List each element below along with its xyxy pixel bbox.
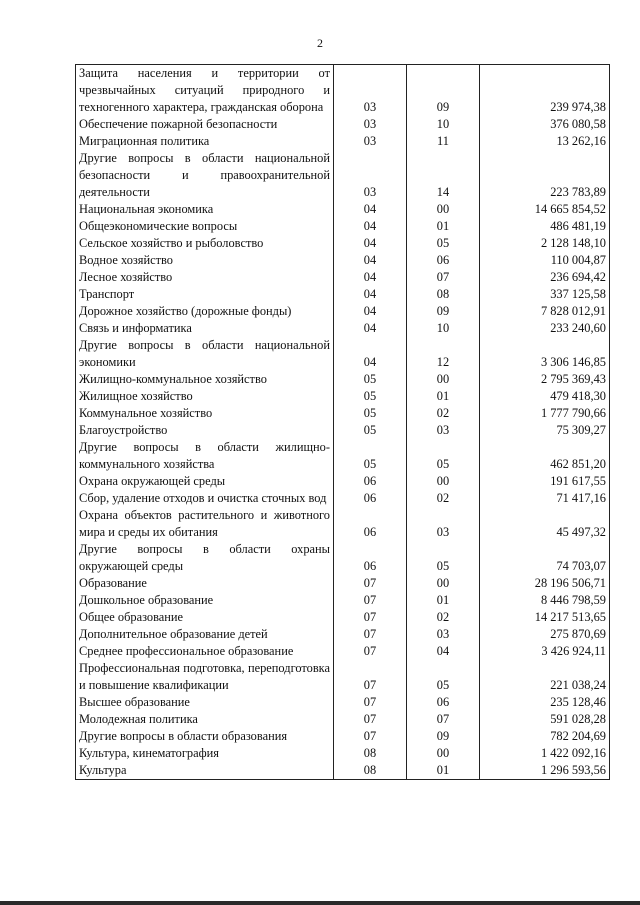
row-name-cell: Охрана окружающей среды: [76, 473, 334, 490]
row-amount-cell: 3 426 924,11: [480, 643, 610, 660]
row-amount-cell: 236 694,42: [480, 269, 610, 286]
row-amount-cell: 486 481,19: [480, 218, 610, 235]
row-section-cell: 04: [334, 303, 407, 320]
row-amount-cell: 7 828 012,91: [480, 303, 610, 320]
row-subsection-cell: 05: [407, 235, 480, 252]
row-amount-cell: 337 125,58: [480, 286, 610, 303]
row-amount-cell: 110 004,87: [480, 252, 610, 269]
table-row: [76, 371, 610, 388]
table-row: [76, 490, 610, 507]
row-subsection-cell: 01: [407, 388, 480, 405]
row-name-cell: Молодежная политика: [76, 711, 334, 728]
row-amount-cell: 479 418,30: [480, 388, 610, 405]
row-subsection-cell: 00: [407, 371, 480, 388]
table-row: [76, 541, 610, 575]
row-name-cell: Культура, кинематография: [76, 745, 334, 762]
table-row: [76, 388, 610, 405]
row-subsection-cell: 02: [407, 609, 480, 626]
row-subsection-cell: 05: [407, 439, 480, 473]
row-name-cell: Образование: [76, 575, 334, 592]
row-section-cell: 08: [334, 745, 407, 762]
row-amount-cell: 13 262,16: [480, 133, 610, 150]
row-amount-cell: 28 196 506,71: [480, 575, 610, 592]
table-row: [76, 201, 610, 218]
row-section-cell: 07: [334, 711, 407, 728]
row-name-cell: Общеэкономические вопросы: [76, 218, 334, 235]
row-subsection-cell: 00: [407, 473, 480, 490]
row-name-cell: Связь и информатика: [76, 320, 334, 337]
row-section-cell: 07: [334, 643, 407, 660]
row-name-cell: Другие вопросы в области национальной безопасности и правоохранительной деятельности: [76, 150, 334, 201]
row-amount-cell: 191 617,55: [480, 473, 610, 490]
row-name-cell: Водное хозяйство: [76, 252, 334, 269]
row-section-cell: 04: [334, 286, 407, 303]
row-section-cell: 07: [334, 694, 407, 711]
table-row: [76, 269, 610, 286]
row-section-cell: 03: [334, 116, 407, 133]
row-section-cell: 05: [334, 422, 407, 439]
row-section-cell: 06: [334, 473, 407, 490]
table-row: [76, 439, 610, 473]
row-amount-cell: 1 422 092,16: [480, 745, 610, 762]
row-amount-cell: 275 870,69: [480, 626, 610, 643]
table-row: [76, 745, 610, 762]
table-row: [76, 303, 610, 320]
row-name-cell: Лесное хозяйство: [76, 269, 334, 286]
row-amount-cell: 233 240,60: [480, 320, 610, 337]
row-amount-cell: 221 038,24: [480, 660, 610, 694]
row-name-cell: Другие вопросы в области образования: [76, 728, 334, 745]
row-subsection-cell: 03: [407, 422, 480, 439]
row-amount-cell: 2 128 148,10: [480, 235, 610, 252]
row-name-cell: Коммунальное хозяйство: [76, 405, 334, 422]
table-row: [76, 728, 610, 745]
table-row: [76, 422, 610, 439]
row-name-cell: Дополнительное образование детей: [76, 626, 334, 643]
row-name-cell: Профессиональная подготовка, переподготовка и повышение квалификации: [76, 660, 334, 694]
row-amount-cell: 8 446 798,59: [480, 592, 610, 609]
row-name-cell: Сбор, удаление отходов и очистка сточных вод: [76, 490, 334, 507]
row-amount-cell: 591 028,28: [480, 711, 610, 728]
row-amount-cell: 75 309,27: [480, 422, 610, 439]
budget-table: [75, 64, 610, 780]
table-row: [76, 286, 610, 303]
row-subsection-cell: 14: [407, 150, 480, 201]
row-name-cell: Культура: [76, 762, 334, 780]
table-row: [76, 575, 610, 592]
row-amount-cell: 239 974,38: [480, 65, 610, 117]
table-row: [76, 235, 610, 252]
row-subsection-cell: 09: [407, 728, 480, 745]
table-row: [76, 660, 610, 694]
row-subsection-cell: 03: [407, 626, 480, 643]
row-name-cell: Охрана объектов растительного и животного мира и среды их обитания: [76, 507, 334, 541]
row-name-cell: Другие вопросы в области охраны окружающей среды: [76, 541, 334, 575]
row-subsection-cell: 02: [407, 405, 480, 422]
table-row: [76, 507, 610, 541]
row-section-cell: 07: [334, 626, 407, 643]
row-section-cell: 04: [334, 337, 407, 371]
table-row: [76, 252, 610, 269]
row-subsection-cell: 06: [407, 252, 480, 269]
row-section-cell: 06: [334, 507, 407, 541]
row-section-cell: 05: [334, 371, 407, 388]
row-section-cell: 04: [334, 235, 407, 252]
row-section-cell: 05: [334, 439, 407, 473]
table-row: [76, 694, 610, 711]
table-row: [76, 337, 610, 371]
row-subsection-cell: 12: [407, 337, 480, 371]
row-amount-cell: 3 306 146,85: [480, 337, 610, 371]
row-subsection-cell: 09: [407, 303, 480, 320]
table-row: [76, 762, 610, 780]
row-name-cell: Жилищное хозяйство: [76, 388, 334, 405]
table-row: [76, 133, 610, 150]
row-section-cell: 07: [334, 660, 407, 694]
row-section-cell: 07: [334, 609, 407, 626]
row-name-cell: Общее образование: [76, 609, 334, 626]
row-amount-cell: 71 417,16: [480, 490, 610, 507]
table-row: [76, 320, 610, 337]
table-row: [76, 116, 610, 133]
row-amount-cell: 14 217 513,65: [480, 609, 610, 626]
row-amount-cell: 74 703,07: [480, 541, 610, 575]
row-name-cell: Высшее образование: [76, 694, 334, 711]
row-amount-cell: 782 204,69: [480, 728, 610, 745]
row-amount-cell: 1 296 593,56: [480, 762, 610, 780]
row-subsection-cell: 07: [407, 269, 480, 286]
table-row: [76, 473, 610, 490]
row-section-cell: 03: [334, 65, 407, 117]
row-name-cell: Дошкольное образование: [76, 592, 334, 609]
row-section-cell: 07: [334, 728, 407, 745]
row-subsection-cell: 01: [407, 762, 480, 780]
table-row: [76, 711, 610, 728]
row-amount-cell: 45 497,32: [480, 507, 610, 541]
row-section-cell: 05: [334, 388, 407, 405]
row-section-cell: 07: [334, 592, 407, 609]
row-subsection-cell: 11: [407, 133, 480, 150]
row-section-cell: 03: [334, 150, 407, 201]
row-name-cell: Транспорт: [76, 286, 334, 303]
table-row: [76, 150, 610, 201]
row-amount-cell: 2 795 369,43: [480, 371, 610, 388]
row-amount-cell: 14 665 854,52: [480, 201, 610, 218]
row-subsection-cell: 10: [407, 320, 480, 337]
row-name-cell: Благоустройство: [76, 422, 334, 439]
row-subsection-cell: 05: [407, 660, 480, 694]
row-name-cell: Сельское хозяйство и рыболовство: [76, 235, 334, 252]
row-name-cell: Среднее профессиональное образование: [76, 643, 334, 660]
row-name-cell: Жилищно-коммунальное хозяйство: [76, 371, 334, 388]
row-subsection-cell: 08: [407, 286, 480, 303]
row-section-cell: 03: [334, 133, 407, 150]
row-amount-cell: 223 783,89: [480, 150, 610, 201]
row-subsection-cell: 04: [407, 643, 480, 660]
row-name-cell: Обеспечение пожарной безопасности: [76, 116, 334, 133]
row-name-cell: Национальная экономика: [76, 201, 334, 218]
row-section-cell: 07: [334, 575, 407, 592]
row-name-cell: Другие вопросы в области жилищно-коммунального хозяйства: [76, 439, 334, 473]
row-section-cell: 08: [334, 762, 407, 780]
page-number: 2: [317, 36, 323, 50]
row-subsection-cell: 07: [407, 711, 480, 728]
row-name-cell: Дорожное хозяйство (дорожные фонды): [76, 303, 334, 320]
row-section-cell: 04: [334, 269, 407, 286]
row-section-cell: 04: [334, 320, 407, 337]
budget-table-body: [76, 65, 610, 780]
row-name-cell: Защита населения и территории от чрезвычайных ситуаций природного и техногенного характера, гражданская оборона: [76, 65, 334, 117]
row-section-cell: 04: [334, 252, 407, 269]
row-subsection-cell: 09: [407, 65, 480, 117]
row-subsection-cell: 01: [407, 218, 480, 235]
table-row: [76, 643, 610, 660]
row-subsection-cell: 02: [407, 490, 480, 507]
row-name-cell: Миграционная политика: [76, 133, 334, 150]
row-subsection-cell: 05: [407, 541, 480, 575]
table-row: [76, 65, 610, 117]
row-name-cell: Другие вопросы в области национальной экономики: [76, 337, 334, 371]
row-subsection-cell: 01: [407, 592, 480, 609]
row-amount-cell: 1 777 790,66: [480, 405, 610, 422]
table-row: [76, 626, 610, 643]
row-subsection-cell: 00: [407, 201, 480, 218]
row-section-cell: 05: [334, 405, 407, 422]
row-amount-cell: 235 128,46: [480, 694, 610, 711]
table-row: [76, 592, 610, 609]
row-section-cell: 06: [334, 541, 407, 575]
row-section-cell: 04: [334, 218, 407, 235]
row-subsection-cell: 10: [407, 116, 480, 133]
table-row: [76, 218, 610, 235]
row-amount-cell: 376 080,58: [480, 116, 610, 133]
row-section-cell: 04: [334, 201, 407, 218]
row-subsection-cell: 00: [407, 575, 480, 592]
scan-edge: [0, 901, 640, 905]
row-subsection-cell: 06: [407, 694, 480, 711]
table-row: [76, 609, 610, 626]
row-subsection-cell: 00: [407, 745, 480, 762]
row-section-cell: 06: [334, 490, 407, 507]
row-subsection-cell: 03: [407, 507, 480, 541]
row-amount-cell: 462 851,20: [480, 439, 610, 473]
table-row: [76, 405, 610, 422]
